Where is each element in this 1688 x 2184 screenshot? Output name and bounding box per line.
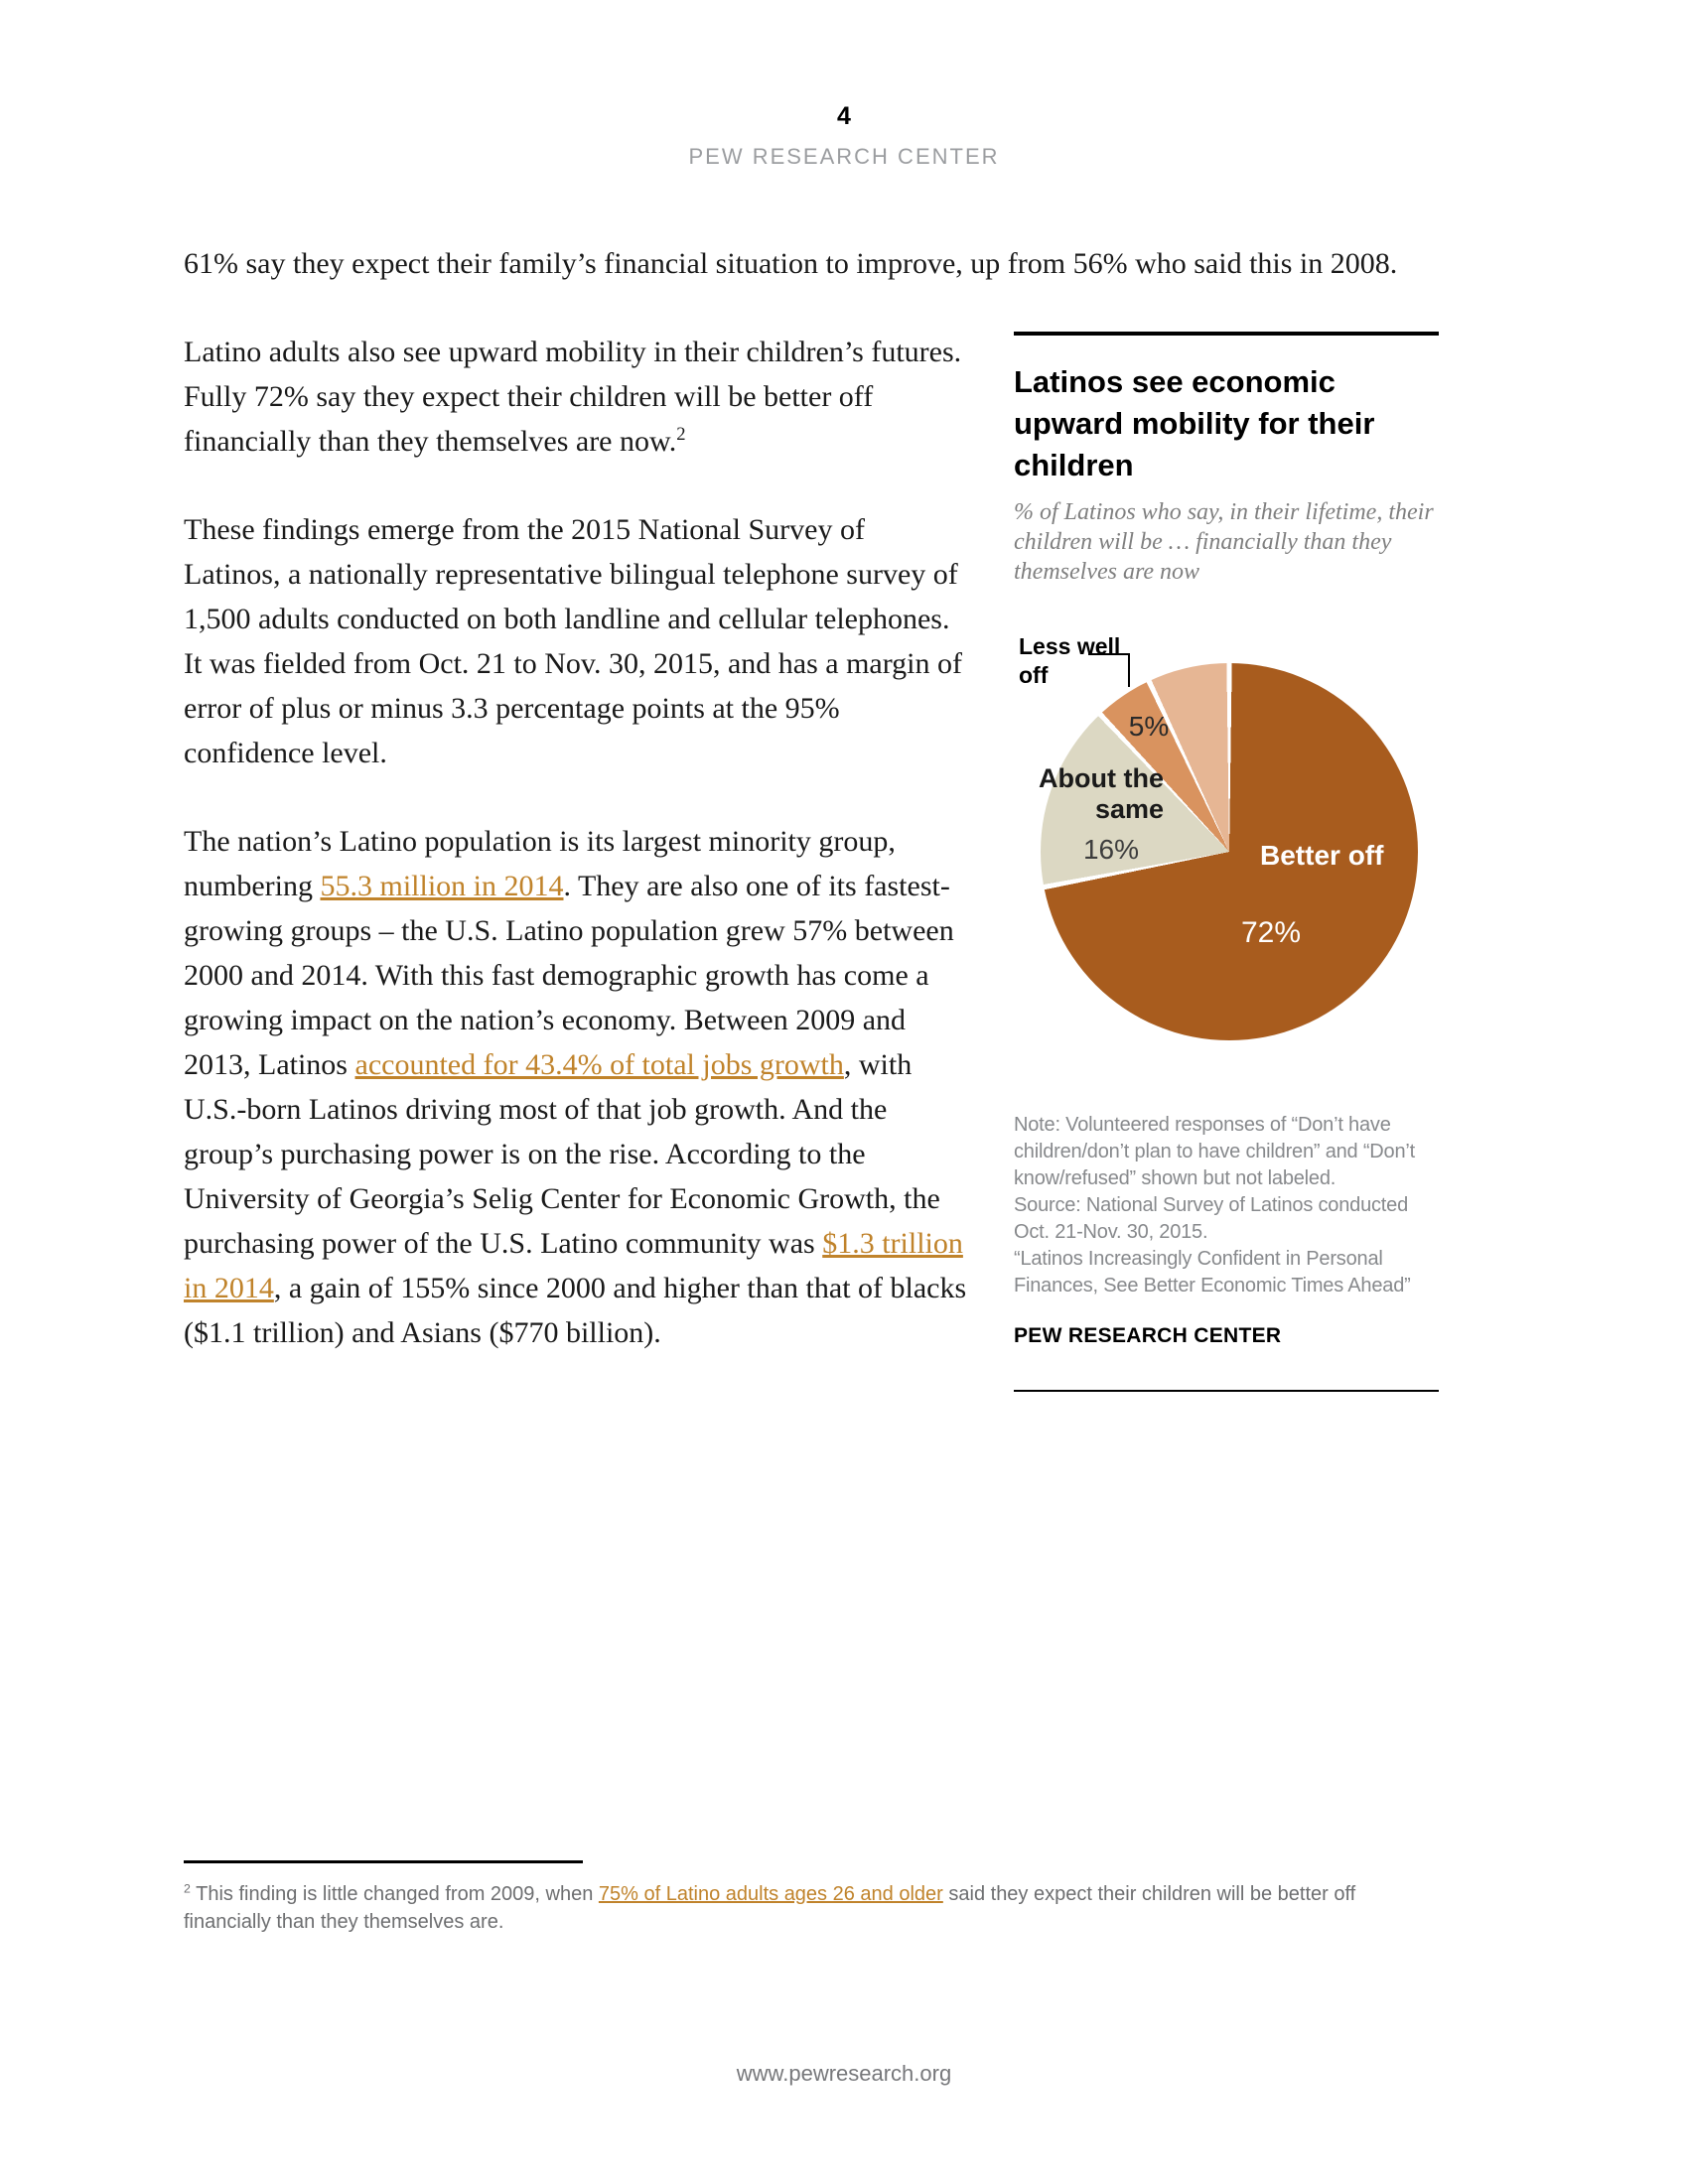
- footnote-divider: [184, 1860, 583, 1863]
- link-55-million-2014[interactable]: 55.3 million in 2014: [320, 870, 564, 902]
- article-body: [184, 241, 1439, 1402]
- pie-label-better-off: Better off: [1260, 840, 1384, 871]
- link-purchasing-power[interactable]: $1.3 trillion in 2014: [184, 1227, 963, 1304]
- link-jobs-growth[interactable]: accounted for 43.4% of total jobs growth: [354, 1048, 844, 1081]
- chart-note: Note: Volunteered responses of “Don’t have children/don’t plan to have children” and “Don’t know/refused” shown but not labeled.: [1014, 1114, 1415, 1189]
- paragraph-financial-situation: 61% say they expect their family’s financial situation to improve, up from 56% who said this in 2008.: [184, 247, 1398, 280]
- footnote-reference: 2: [676, 424, 686, 445]
- paragraph-text: . They are also one of its fastest-growing groups – the U.S. Latino population grew 57% between 2000 and 2014. With this fast demographic growth has come a growing impact on the nation’s economy. Between 2009 and 2013, Latinos: [184, 870, 954, 1081]
- paragraph-text: Latino adults also see upward mobility in their children’s futures. Fully 72% say they expect their children will be better off financially than they themselves are now.: [184, 336, 962, 458]
- footnote-segment: said they expect their children will be better off financially than they themselves are.: [184, 1883, 1356, 1933]
- paragraph-text: , with U.S.-born Latinos driving most of that job growth. And the group’s purchasing power is on the rise. According to the University of Georgia’s Selig Center for Economic Growth, the purchasing power of the U.S. Latino community was: [184, 1048, 940, 1260]
- pie-value-less-well-off: 5%: [1128, 711, 1170, 742]
- paragraph-text: , a gain of 155% since 2000 and higher than that of blacks ($1.1 trillion) and Asians ($770 billion).: [184, 1272, 967, 1349]
- paragraph-survey-method: These findings emerge from the 2015 National Survey of Latinos, a nationally representative bilingual telephone survey of 1,500 adults conducted on both landline and cellular telephones. It was fielded from Oct. 21 to Nov. 30, 2015, and has a margin of error of plus or minus 3.3 percentage points at the 95% confidence level.: [184, 513, 962, 769]
- pie-chart-area: [1014, 587, 1439, 1053]
- pie-label-about-the-same: About the same: [1039, 763, 1164, 824]
- page-header: [0, 102, 1688, 170]
- brand-header: PEW RESEARCH CENTER: [688, 144, 1000, 169]
- page-footer-url: www.pewresearch.org: [736, 2061, 952, 2086]
- pie-label-less-well-off: Less well off: [1019, 633, 1121, 688]
- paragraph-text: The nation’s Latino population is its largest minority group, numbering: [184, 825, 896, 902]
- link-75-percent-latino-adults[interactable]: 75% of Latino adults ages 26 and older: [598, 1883, 943, 1905]
- chart-panel: [1014, 332, 1439, 1392]
- pie-value-better-off: 72%: [1241, 916, 1302, 949]
- page-number: 4: [837, 102, 851, 130]
- chart-brand: PEW RESEARCH CENTER: [1014, 1324, 1282, 1347]
- chart-subtitle: % of Latinos who say, in their lifetime, their children will be … financially than they themselves are now: [1014, 499, 1434, 585]
- pie-callout-line: [1088, 653, 1130, 687]
- footnote-section: [184, 1860, 1439, 1936]
- footnote-number: 2: [184, 1881, 191, 1896]
- chart-report-title: “Latinos Increasingly Confident in Personal Finances, See Better Economic Times Ahead”: [1014, 1248, 1411, 1297]
- footnote-text: [184, 1880, 1439, 1936]
- footnote-segment: This finding is little changed from 2009, when: [190, 1883, 599, 1905]
- chart-notes: [1014, 1112, 1431, 1299]
- chart-source: Source: National Survey of Latinos conducted Oct. 21-Nov. 30, 2015.: [1014, 1194, 1409, 1243]
- chart-title: Latinos see economic upward mobility for their children: [1014, 364, 1375, 482]
- pie-value-about-the-same: 16%: [1082, 834, 1140, 865]
